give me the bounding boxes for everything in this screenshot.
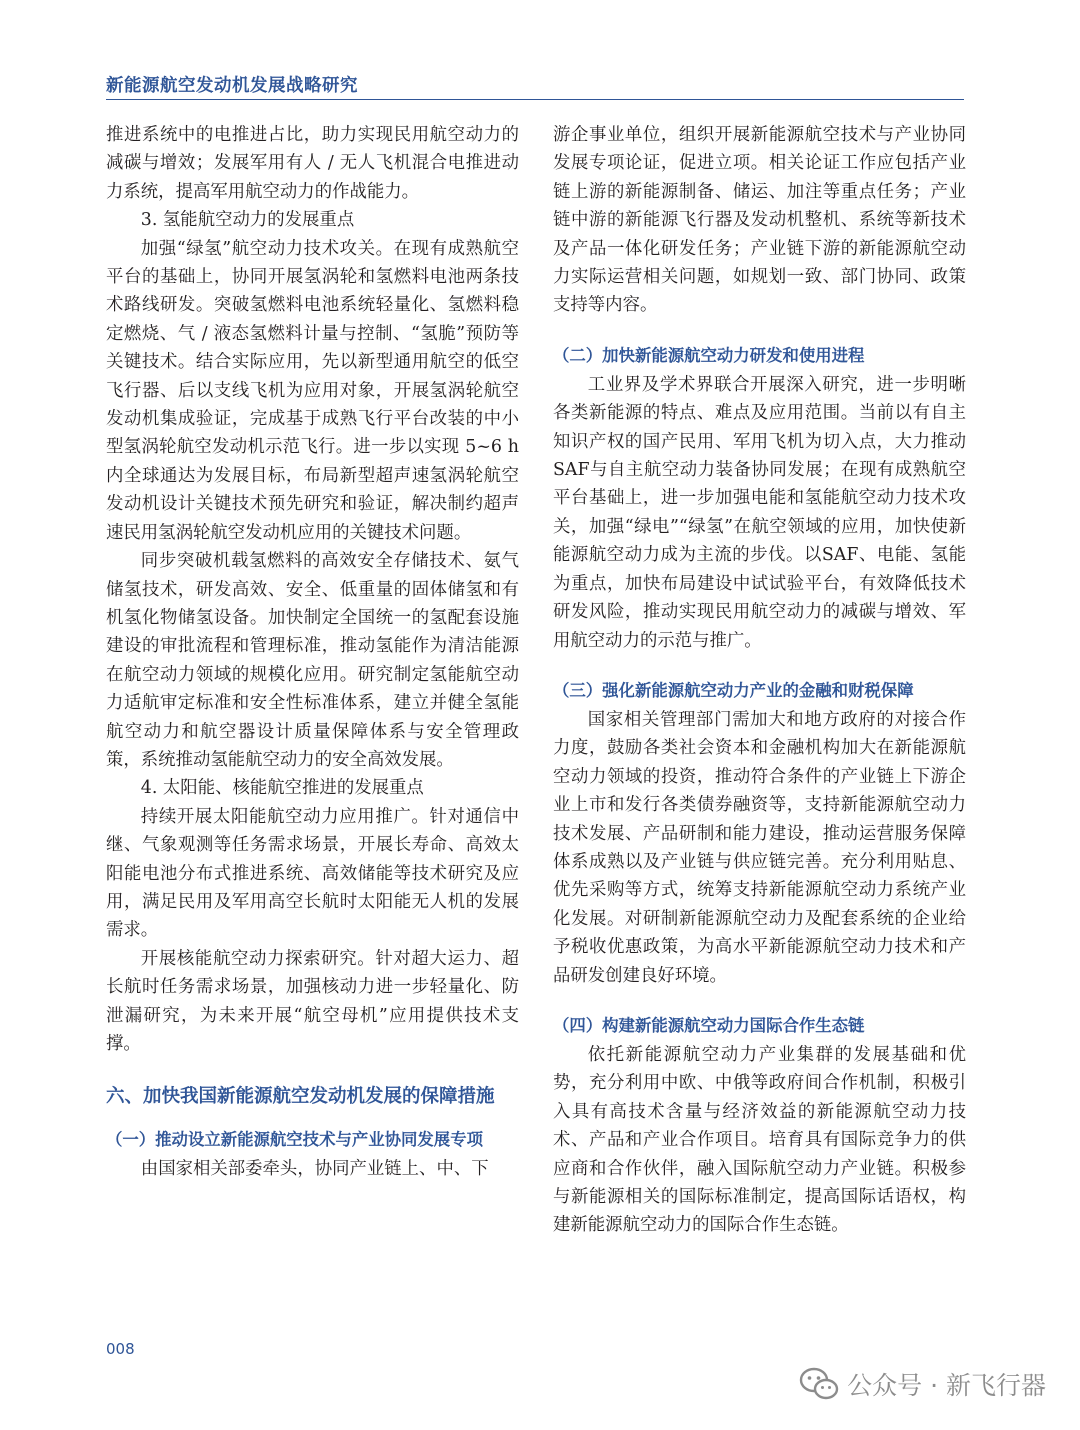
subsection-heading: 4. 太阳能、核能航空推进的发展重点 xyxy=(140,778,424,799)
paragraph: 开展核能航空动力探索研究。针对超大运力、超长航时任务需求场景，加强核动力进一步轻量化、防泄漏研究，为未来开展“航空母机”应用提供技术支撑。 xyxy=(106,948,519,1054)
watermark-text: 公众号 · 新飞行器 xyxy=(847,1371,1046,1400)
paragraph: 工业界及学术界联合开展深入研究，进一步明晰各类新能源的特点、难点及应用范围。当前以有自主知识产权的国产民用、军用飞机为切入点，大力推动SAF与自主航空动力装备协同发展；在现有成熟航空平台基础上，进一步加强电能和氢能航空动力技术攻关，加强“绿电”“绿氢”在航空领域的应用，加快使新能源航空动力成为主流的步伐。以SAF、电能、氢能为重点，加快布局建设中试试验平台，有效降低技术研发风险，推动实现民用航空动力的减碳与增效、军用航空动力的示范与推广。 xyxy=(553,374,966,651)
paragraph: 游企事业单位，组织开展新能源航空技术与产业协同发展专项论证，促进立项。相关论证工作应包括产业链上游的新能源制备、储运、加注等重点任务；产业链中游的新能源飞行器及发动机整机、系统等新技术及产品一体化研发任务；产业链下游的新能源航空动力实际运营相关问题，如规划一致、部门协同、政策支持等内容。 xyxy=(553,125,966,316)
right-column xyxy=(553,121,966,1240)
running-header-title: 新能源航空发动机发展战略研究 xyxy=(106,76,358,96)
subsection-title: （二）加快新能源航空动力研发和使用进程 xyxy=(553,345,865,365)
watermark xyxy=(799,1366,1046,1402)
left-column xyxy=(106,121,519,1184)
subsection-title: （三）强化新能源航空动力产业的金融和财税保障 xyxy=(553,680,914,700)
paragraph: 持续开展太阳能航空动力应用推广。针对通信中继、气象观测等任务需求场景，开展长寿命、高效太阳能电池分布式推进系统、高效储能等技术研究及应用，满足民用及军用高空长航时太阳能无人机的发展需求。 xyxy=(106,806,519,941)
paragraph: 同步突破机载氢燃料的高效安全存储技术、氨气储氢技术，研发高效、安全、低重量的固体储氢和有机氢化物储氢设备。加快制定全国统一的氢配套设施建设的审批流程和管理标准，推动氢能作为清洁能源在航空动力领域的规模化应用。研究制定氢能航空动力适航审定标准和安全性标准体系，建立并健全氢能航空动力和航空器设计质量保障体系与安全管理政策，系统推动氢能航空动力的安全高效发展。 xyxy=(106,551,519,770)
paragraph: 加强“绿氢”航空动力技术攻关。在现有成熟航空平台的基础上，协同开展氢涡轮和氢燃料电池两条技术路线研发。突破氢燃料电池系统轻量化、氢燃料稳定燃烧、气 / 液态氢燃料计量与控制、“氢脆”预防等关键技术。结合实际应用，先以新型通用航空的低空飞行器、后以支线飞机为应用对象，开展氢涡轮航空发动机集成验证，完成基于成熟飞行平台改装的中小型氢涡轮航空发动机示范飞行。进一步以实现 5~6 h 内全球通达为发展目标，布局新型超声速氢涡轮航空发动机设计关键技术预先研究和验证，解决制约超声速民用氢涡轮航空发动机应用的关键技术问题。 xyxy=(106,238,519,543)
paragraph: 由国家相关部委牵头，协同产业链上、中、下 xyxy=(140,1159,489,1180)
page-number: 008 xyxy=(106,1340,135,1358)
subsection-heading: 3. 氢能航空动力的发展重点 xyxy=(140,210,355,231)
paragraph: 依托新能源航空动力产业集群的发展基础和优势，充分利用中欧、中俄等政府间合作机制，积极引入具有高技术含量与经济效益的新能源航空动力技术、产品和产业合作项目。培育具有国际竞争力的供应商和合作伙伴，融入国际航空动力产业链。积极参与新能源相关的国际标准制定，提高国际话语权，构建新能源航空动力的国际合作生态链。 xyxy=(553,1044,966,1236)
subsection-title: （四）构建新能源航空动力国际合作生态链 xyxy=(553,1015,865,1035)
paragraph: 推进系统中的电推进占比，助力实现民用航空动力的减碳与增效；发展军用有人 / 无人飞机混合电推进动力系统，提高军用航空动力的作战能力。 xyxy=(106,125,519,202)
running-header xyxy=(106,74,964,100)
wechat-icon xyxy=(799,1367,839,1401)
subsection-title: （一）推动设立新能源航空技术与产业协同发展专项 xyxy=(106,1130,483,1150)
section-heading: 六、加快我国新能源航空发动机发展的保障措施 xyxy=(106,1086,495,1108)
paragraph: 国家相关管理部门需加大和地方政府的对接合作力度，鼓励各类社会资本和金融机构加大在新能源航空动力领域的投资，推动符合条件的产业链上下游企业上市和发行各类债券融资等，支持新能源航空动力技术发展、产品研制和能力建设，推动运营服务保障体系成熟以及产业链与供应链完善。充分利用贴息、优先采购等方式，统筹支持新能源航空动力系统产业化发展。对研制新能源航空动力及配套系统的企业给予税收优惠政策，为高水平新能源航空动力技术和产品研发创建良好环境。 xyxy=(553,709,966,986)
